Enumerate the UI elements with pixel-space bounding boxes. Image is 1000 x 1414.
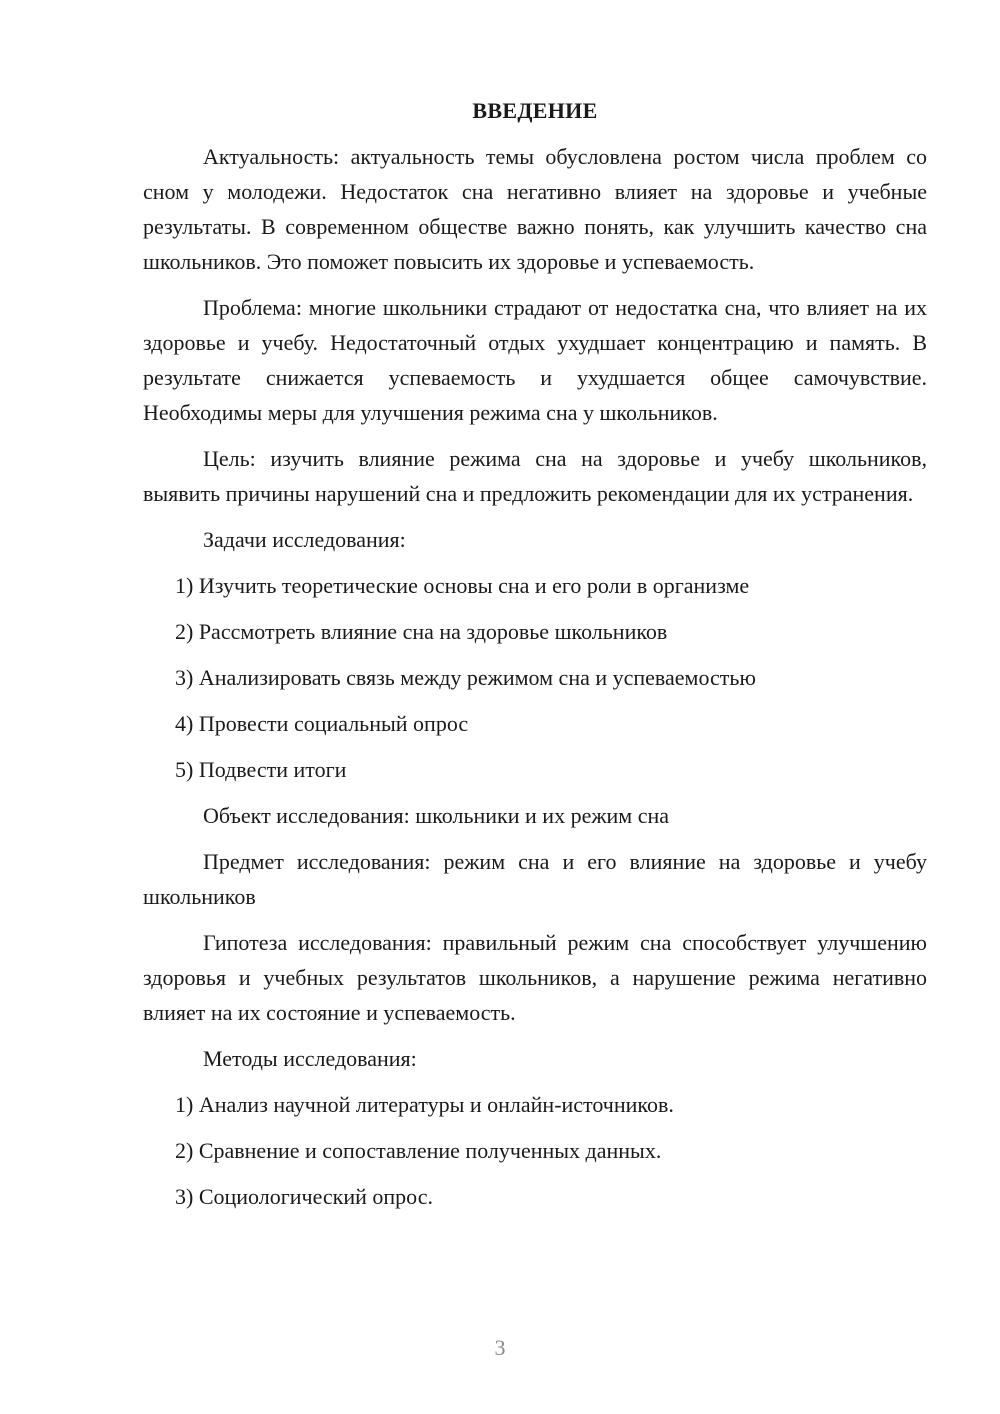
methods-heading: Методы исследования: bbox=[203, 1046, 417, 1071]
page-number: 3 bbox=[494, 1335, 506, 1360]
problem-paragraph: Проблема: многие школьники страдают от недостатка сна, что влияет на их здоровье и учебу. Недостаточный отдых ухудшает концентрацию и память. В результате снижается успеваемость и ухудшается общее самочувствие. Необходимы меры для улучшения режима сна у школьников. bbox=[143, 295, 927, 425]
method-item: 3) Социологический опрос. bbox=[175, 1184, 433, 1209]
document-page bbox=[143, 94, 927, 1225]
task-item: 5) Подвести итоги bbox=[175, 757, 347, 782]
goal-paragraph: Цель: изучить влияние режима сна на здоровье и учебу школьников, выявить причины нарушений сна и предложить рекомендации для их устранения. bbox=[143, 446, 927, 506]
tasks-heading: Задачи исследования: bbox=[203, 527, 406, 552]
task-item: 2) Рассмотреть влияние сна на здоровье школьников bbox=[175, 619, 668, 644]
relevance-paragraph: Актуальность: актуальность темы обусловлена ростом числа проблем со сном у молодежи. Недостаток сна негативно влияет на здоровье и учебные результаты. В современном обществе важно понять, как улучшить качество сна школьников. Это поможет повысить их здоровье и успеваемость. bbox=[143, 144, 927, 274]
method-item: 1) Анализ научной литературы и онлайн-источников. bbox=[175, 1092, 674, 1117]
task-item: 3) Анализировать связь между режимом сна и успеваемостью bbox=[175, 665, 756, 690]
section-title: ВВЕДЕНИЕ bbox=[472, 98, 598, 123]
hypothesis-paragraph: Гипотеза исследования: правильный режим сна способствует улучшению здоровья и учебных результатов школьников, а нарушение режима негативно влияет на их состояние и успеваемость. bbox=[143, 930, 927, 1025]
object-line: Объект исследования: школьники и их режим сна bbox=[203, 803, 670, 828]
subject-paragraph: Предмет исследования: режим сна и его влияние на здоровье и учебу школьников bbox=[143, 849, 927, 909]
method-item: 2) Сравнение и сопоставление полученных данных. bbox=[175, 1138, 662, 1163]
task-item: 4) Провести социальный опрос bbox=[175, 711, 469, 736]
task-item: 1) Изучить теоретические основы сна и его роли в организме bbox=[175, 573, 750, 598]
